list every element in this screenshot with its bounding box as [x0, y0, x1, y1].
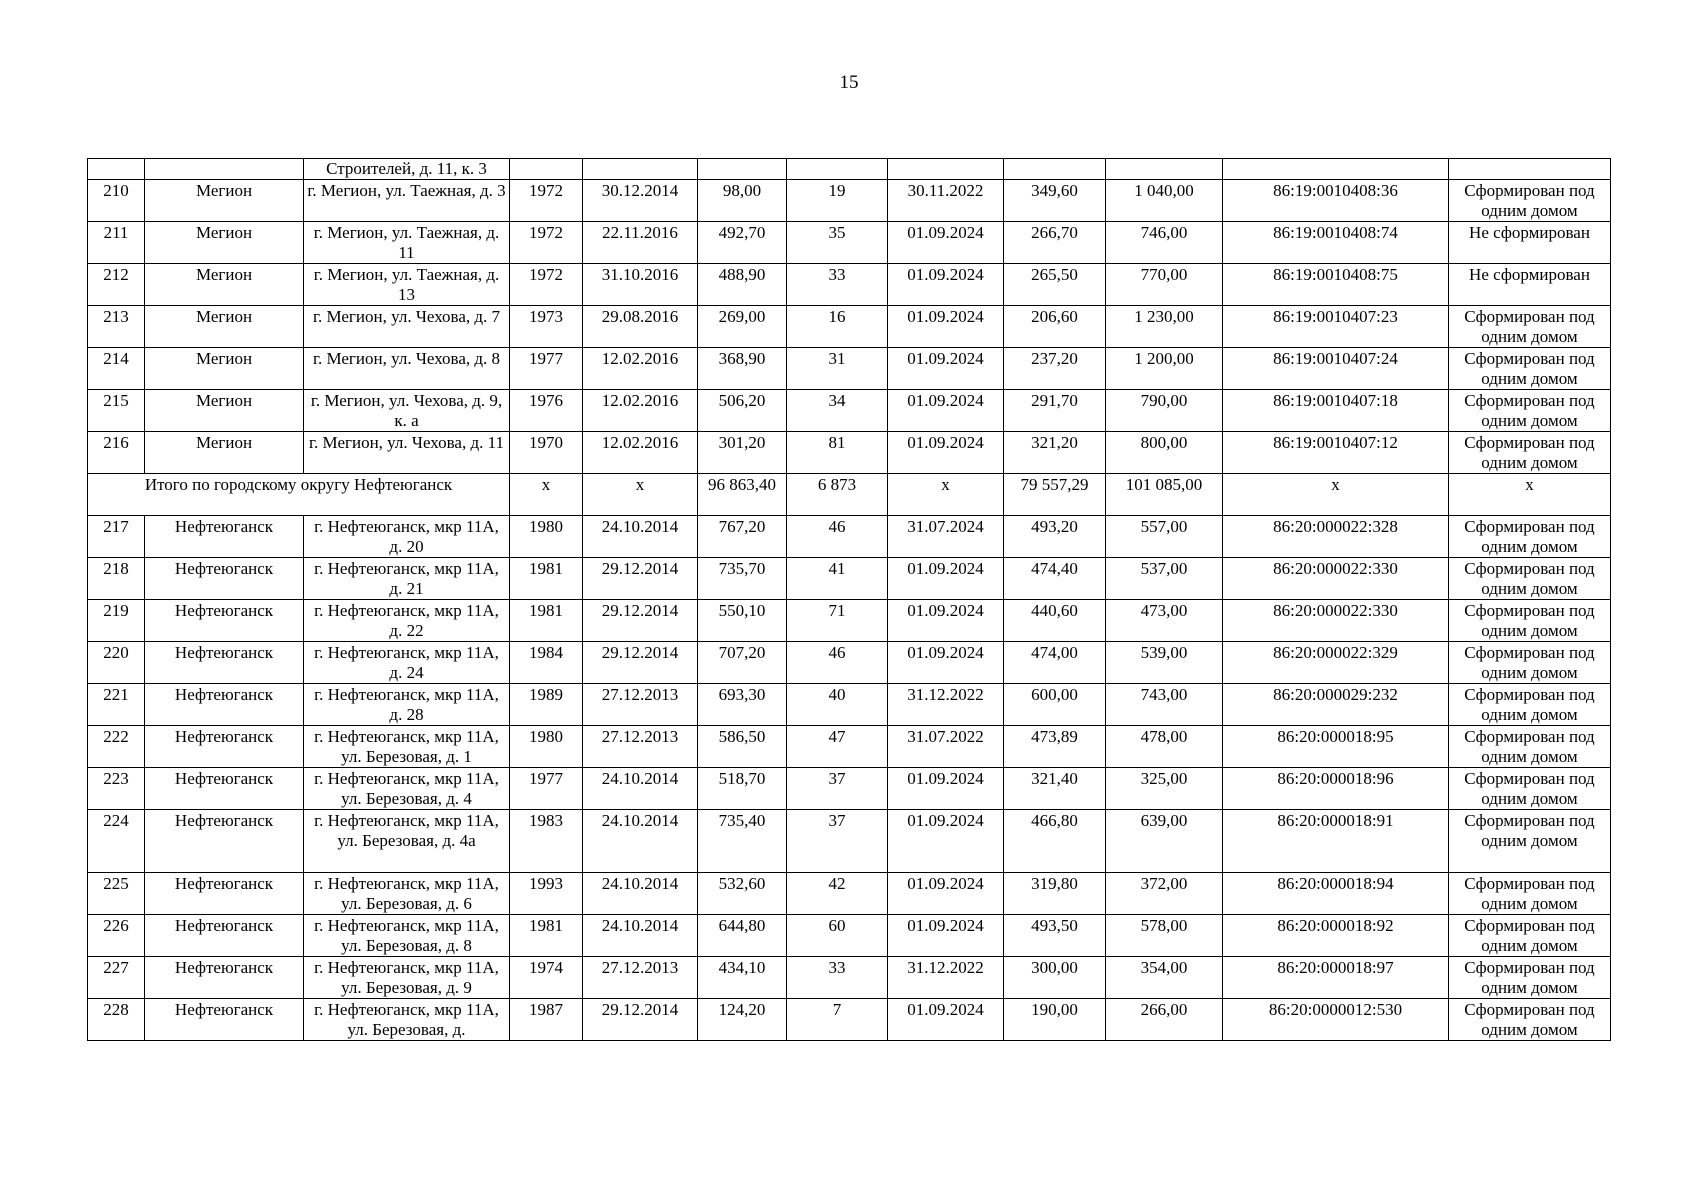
cell-address: г. Мегион, ул. Чехова, д. 7 [304, 306, 510, 348]
cell-cadastral: 86:20:000018:91 [1223, 810, 1449, 873]
cell-status: Сформирован под одним домом [1449, 642, 1611, 684]
cell-residents: 42 [787, 873, 888, 915]
cell-area2: 600,00 [1004, 684, 1106, 726]
cell-area2: 466,80 [1004, 810, 1106, 873]
cell-residents: 7 [787, 999, 888, 1041]
cell-land: 473,00 [1106, 600, 1223, 642]
cell-land: 1 200,00 [1106, 348, 1223, 390]
cell-status: Сформирован под одним домом [1449, 600, 1611, 642]
cell-area2: 321,20 [1004, 432, 1106, 474]
cell-city: Мегион [145, 306, 304, 348]
cell-area: 735,70 [698, 558, 787, 600]
total-cadastral: х [1223, 474, 1449, 516]
cell-status [1449, 159, 1611, 180]
cell-residents: 46 [787, 642, 888, 684]
cell-address: г. Нефтеюганск, мкр 11А, д. 24 [304, 642, 510, 684]
cell-residents: 33 [787, 957, 888, 999]
cell-num: 221 [88, 684, 145, 726]
cell-address: г. Нефтеюганск, мкр 11А, ул. Березовая, д. [304, 999, 510, 1041]
cell-num: 212 [88, 264, 145, 306]
cell-land: 478,00 [1106, 726, 1223, 768]
cell-cadastral [1223, 159, 1449, 180]
cell-year: 1973 [510, 306, 583, 348]
table-row [88, 222, 1611, 264]
cell-cadastral: 86:19:0010407:23 [1223, 306, 1449, 348]
cell-area: 693,30 [698, 684, 787, 726]
cell-residents: 60 [787, 915, 888, 957]
cell-status: Сформирован под одним домом [1449, 390, 1611, 432]
table-row [88, 957, 1611, 999]
table-row [88, 684, 1611, 726]
cell-num: 222 [88, 726, 145, 768]
cell-year: 1972 [510, 264, 583, 306]
cell-deadline: 01.09.2024 [888, 600, 1004, 642]
cell-residents: 81 [787, 432, 888, 474]
total-area: 96 863,40 [698, 474, 787, 516]
cell-residents: 41 [787, 558, 888, 600]
cell-area2: 440,60 [1004, 600, 1106, 642]
cell-land [1106, 159, 1223, 180]
cell-city: Нефтеюганск [145, 915, 304, 957]
cell-address: г. Нефтеюганск, мкр 11А, ул. Березовая, д. 9 [304, 957, 510, 999]
table-row [88, 348, 1611, 390]
table-row [88, 516, 1611, 558]
cell-address: г. Нефтеюганск, мкр 11А, ул. Березовая, д. 4 [304, 768, 510, 810]
table-row [88, 726, 1611, 768]
cell-date: 24.10.2014 [583, 810, 698, 873]
cell-year: 1972 [510, 222, 583, 264]
cell-area: 492,70 [698, 222, 787, 264]
cell-city: Нефтеюганск [145, 810, 304, 873]
cell-area: 767,20 [698, 516, 787, 558]
total-status: х [1449, 474, 1611, 516]
cell-deadline: 31.07.2022 [888, 726, 1004, 768]
cell-num: 215 [88, 390, 145, 432]
cell-land: 743,00 [1106, 684, 1223, 726]
cell-area: 368,90 [698, 348, 787, 390]
cell-cadastral: 86:20:000022:328 [1223, 516, 1449, 558]
cell-num: 214 [88, 348, 145, 390]
cell-deadline: 01.09.2024 [888, 999, 1004, 1041]
cell-num: 211 [88, 222, 145, 264]
cell-residents: 19 [787, 180, 888, 222]
cell-date: 30.12.2014 [583, 180, 698, 222]
cell-date: 24.10.2014 [583, 768, 698, 810]
cell-land: 1 040,00 [1106, 180, 1223, 222]
cell-city: Нефтеюганск [145, 768, 304, 810]
cell-deadline: 31.12.2022 [888, 957, 1004, 999]
cell-cadastral: 86:19:0010408:75 [1223, 264, 1449, 306]
total-label: Итого по городскому округу Нефтеюганск [88, 474, 510, 516]
cell-land: 537,00 [1106, 558, 1223, 600]
cell-land: 266,00 [1106, 999, 1223, 1041]
table-row [88, 390, 1611, 432]
cell-status: Сформирован под одним домом [1449, 348, 1611, 390]
cell-area: 532,60 [698, 873, 787, 915]
cell-deadline: 01.09.2024 [888, 558, 1004, 600]
table-row [88, 768, 1611, 810]
cell-land: 354,00 [1106, 957, 1223, 999]
cell-area2: 190,00 [1004, 999, 1106, 1041]
cell-area2: 474,00 [1004, 642, 1106, 684]
cell-area: 124,20 [698, 999, 787, 1041]
cell-residents: 37 [787, 768, 888, 810]
cell-address: г. Мегион, ул. Чехова, д. 11 [304, 432, 510, 474]
table-row [88, 873, 1611, 915]
cell-city: Нефтеюганск [145, 684, 304, 726]
cell-land: 557,00 [1106, 516, 1223, 558]
cell-deadline: 01.09.2024 [888, 642, 1004, 684]
cell-city: Нефтеюганск [145, 642, 304, 684]
cell-area2: 291,70 [1004, 390, 1106, 432]
cell-year: 1976 [510, 390, 583, 432]
cell-area: 707,20 [698, 642, 787, 684]
cell-city: Мегион [145, 180, 304, 222]
cell-num: 218 [88, 558, 145, 600]
cell-area2: 237,20 [1004, 348, 1106, 390]
cell-city: Нефтеюганск [145, 726, 304, 768]
cell-address: г. Мегион, ул. Чехова, д. 9, к. а [304, 390, 510, 432]
cell-residents: 71 [787, 600, 888, 642]
cell-area: 506,20 [698, 390, 787, 432]
cell-area2: 349,60 [1004, 180, 1106, 222]
cell-year: 1981 [510, 915, 583, 957]
cell-year: 1983 [510, 810, 583, 873]
cell-land: 372,00 [1106, 873, 1223, 915]
cell-deadline: 01.09.2024 [888, 348, 1004, 390]
cell-cadastral: 86:20:000022:330 [1223, 600, 1449, 642]
table-row [88, 600, 1611, 642]
cell-date: 29.08.2016 [583, 306, 698, 348]
cell-deadline: 31.12.2022 [888, 684, 1004, 726]
cell-year: 1977 [510, 348, 583, 390]
cell-num: 210 [88, 180, 145, 222]
cell-deadline: 01.09.2024 [888, 390, 1004, 432]
total-year: х [510, 474, 583, 516]
table-row [88, 915, 1611, 957]
cell-date: 24.10.2014 [583, 873, 698, 915]
table-body [88, 159, 1611, 1041]
cell-cadastral: 86:20:000018:92 [1223, 915, 1449, 957]
cell-city: Нефтеюганск [145, 873, 304, 915]
page-number: 15 [839, 72, 859, 93]
cell-deadline: 01.09.2024 [888, 432, 1004, 474]
cell-residents: 46 [787, 516, 888, 558]
cell-date: 12.02.2016 [583, 432, 698, 474]
cell-year: 1974 [510, 957, 583, 999]
cell-year: 1981 [510, 600, 583, 642]
total-date: х [583, 474, 698, 516]
cell-land: 325,00 [1106, 768, 1223, 810]
cell-address: г. Нефтеюганск, мкр 11А, д. 21 [304, 558, 510, 600]
cell-cadastral: 86:19:0010408:36 [1223, 180, 1449, 222]
total-residents: 6 873 [787, 474, 888, 516]
cell-city: Нефтеюганск [145, 600, 304, 642]
cell-date: 24.10.2014 [583, 915, 698, 957]
total-deadline: х [888, 474, 1004, 516]
cell-area2: 493,20 [1004, 516, 1106, 558]
cell-residents: 35 [787, 222, 888, 264]
cell-date: 27.12.2013 [583, 957, 698, 999]
cell-residents: 16 [787, 306, 888, 348]
cell-cadastral: 86:20:000022:330 [1223, 558, 1449, 600]
cell-address: г. Нефтеюганск, мкр 11А, ул. Березовая, д. 1 [304, 726, 510, 768]
cell-cadastral: 86:19:0010407:18 [1223, 390, 1449, 432]
cell-date: 12.02.2016 [583, 348, 698, 390]
cell-deadline: 01.09.2024 [888, 873, 1004, 915]
cell-status: Сформирован под одним домом [1449, 915, 1611, 957]
cell-area: 269,00 [698, 306, 787, 348]
cell-address: г. Нефтеюганск, мкр 11А, ул. Березовая, д. 6 [304, 873, 510, 915]
table-row [88, 306, 1611, 348]
cell-date: 27.12.2013 [583, 726, 698, 768]
cell-date: 31.10.2016 [583, 264, 698, 306]
cell-city: Мегион [145, 348, 304, 390]
cell-year: 1977 [510, 768, 583, 810]
cell-address: Строителей, д. 11, к. 3 [304, 159, 510, 180]
cell-city: Мегион [145, 264, 304, 306]
cell-year: 1972 [510, 180, 583, 222]
cell-residents: 31 [787, 348, 888, 390]
cell-deadline: 01.09.2024 [888, 264, 1004, 306]
total-row [88, 474, 1611, 516]
cell-area2: 473,89 [1004, 726, 1106, 768]
cell-area2 [1004, 159, 1106, 180]
cell-num: 228 [88, 999, 145, 1041]
cell-city: Нефтеюганск [145, 957, 304, 999]
cell-deadline: 30.11.2022 [888, 180, 1004, 222]
housing-registry-table [87, 158, 1611, 1041]
cell-status: Не сформирован [1449, 222, 1611, 264]
cell-status: Сформирован под одним домом [1449, 873, 1611, 915]
cell-date: 29.12.2014 [583, 642, 698, 684]
cell-date: 29.12.2014 [583, 558, 698, 600]
cell-area2: 265,50 [1004, 264, 1106, 306]
cell-date [583, 159, 698, 180]
cell-city: Нефтеюганск [145, 516, 304, 558]
cell-land: 746,00 [1106, 222, 1223, 264]
cell-area2: 206,60 [1004, 306, 1106, 348]
cell-cadastral: 86:20:000018:97 [1223, 957, 1449, 999]
cell-deadline: 01.09.2024 [888, 810, 1004, 873]
cell-address: г. Мегион, ул. Таежная, д. 13 [304, 264, 510, 306]
cell-status: Сформирован под одним домом [1449, 516, 1611, 558]
cell-area: 434,10 [698, 957, 787, 999]
cell-cadastral: 86:20:000018:95 [1223, 726, 1449, 768]
cell-residents: 47 [787, 726, 888, 768]
cell-address: г. Мегион, ул. Таежная, д. 3 [304, 180, 510, 222]
cell-year: 1993 [510, 873, 583, 915]
cell-area: 488,90 [698, 264, 787, 306]
cell-residents: 40 [787, 684, 888, 726]
cell-city [145, 159, 304, 180]
cell-status: Сформирован под одним домом [1449, 180, 1611, 222]
cell-status: Сформирован под одним домом [1449, 999, 1611, 1041]
cell-date: 24.10.2014 [583, 516, 698, 558]
cell-land: 770,00 [1106, 264, 1223, 306]
table-row [88, 558, 1611, 600]
cell-deadline [888, 159, 1004, 180]
cell-deadline: 31.07.2024 [888, 516, 1004, 558]
cell-city: Мегион [145, 432, 304, 474]
cell-num: 225 [88, 873, 145, 915]
table-row [88, 432, 1611, 474]
cell-address: г. Нефтеюганск, мкр 11А, д. 28 [304, 684, 510, 726]
cell-cadastral: 86:19:0010407:12 [1223, 432, 1449, 474]
cell-num [88, 159, 145, 180]
cell-year: 1980 [510, 516, 583, 558]
cell-status: Сформирован под одним домом [1449, 726, 1611, 768]
cell-land: 639,00 [1106, 810, 1223, 873]
cell-status: Не сформирован [1449, 264, 1611, 306]
cell-num: 217 [88, 516, 145, 558]
table-row [88, 264, 1611, 306]
cell-area: 518,70 [698, 768, 787, 810]
cell-num: 224 [88, 810, 145, 873]
cell-area: 301,20 [698, 432, 787, 474]
cell-status: Сформирован под одним домом [1449, 957, 1611, 999]
cell-cadastral: 86:19:0010407:24 [1223, 348, 1449, 390]
cell-status: Сформирован под одним домом [1449, 306, 1611, 348]
cell-city: Нефтеюганск [145, 999, 304, 1041]
cell-num: 223 [88, 768, 145, 810]
cell-date: 29.12.2014 [583, 999, 698, 1041]
cell-area2: 266,70 [1004, 222, 1106, 264]
total-area2: 79 557,29 [1004, 474, 1106, 516]
cell-address: г. Нефтеюганск, мкр 11А, д. 22 [304, 600, 510, 642]
cell-cadastral: 86:20:0000012:530 [1223, 999, 1449, 1041]
cell-year: 1989 [510, 684, 583, 726]
cell-address: г. Нефтеюганск, мкр 11А, ул. Березовая, д. 4а [304, 810, 510, 873]
cell-area: 735,40 [698, 810, 787, 873]
cell-area2: 493,50 [1004, 915, 1106, 957]
cell-area: 586,50 [698, 726, 787, 768]
cell-num: 220 [88, 642, 145, 684]
cell-status: Сформирован под одним домом [1449, 432, 1611, 474]
cell-year: 1984 [510, 642, 583, 684]
cell-deadline: 01.09.2024 [888, 222, 1004, 264]
cell-status: Сформирован под одним домом [1449, 684, 1611, 726]
cell-date: 12.02.2016 [583, 390, 698, 432]
cell-deadline: 01.09.2024 [888, 306, 1004, 348]
cell-area: 98,00 [698, 180, 787, 222]
cell-year: 1980 [510, 726, 583, 768]
cell-num: 226 [88, 915, 145, 957]
cell-status: Сформирован под одним домом [1449, 768, 1611, 810]
cell-city: Мегион [145, 390, 304, 432]
cell-num: 227 [88, 957, 145, 999]
cell-land: 578,00 [1106, 915, 1223, 957]
cell-city: Мегион [145, 222, 304, 264]
cell-area: 644,80 [698, 915, 787, 957]
cell-land: 539,00 [1106, 642, 1223, 684]
cell-land: 790,00 [1106, 390, 1223, 432]
continued-row [88, 159, 1611, 180]
cell-area2: 300,00 [1004, 957, 1106, 999]
table-row [88, 999, 1611, 1041]
cell-cadastral: 86:20:000018:94 [1223, 873, 1449, 915]
cell-deadline: 01.09.2024 [888, 915, 1004, 957]
cell-num: 213 [88, 306, 145, 348]
cell-year: 1987 [510, 999, 583, 1041]
cell-address: г. Нефтеюганск, мкр 11А, ул. Березовая, д. 8 [304, 915, 510, 957]
cell-cadastral: 86:20:000018:96 [1223, 768, 1449, 810]
cell-date: 29.12.2014 [583, 600, 698, 642]
cell-year: 1981 [510, 558, 583, 600]
cell-land: 800,00 [1106, 432, 1223, 474]
cell-residents: 34 [787, 390, 888, 432]
cell-deadline: 01.09.2024 [888, 768, 1004, 810]
total-land: 101 085,00 [1106, 474, 1223, 516]
cell-address: г. Мегион, ул. Таежная, д. 11 [304, 222, 510, 264]
cell-residents [787, 159, 888, 180]
cell-date: 27.12.2013 [583, 684, 698, 726]
cell-address: г. Мегион, ул. Чехова, д. 8 [304, 348, 510, 390]
cell-area2: 319,80 [1004, 873, 1106, 915]
cell-date: 22.11.2016 [583, 222, 698, 264]
cell-land: 1 230,00 [1106, 306, 1223, 348]
cell-status: Сформирован под одним домом [1449, 810, 1611, 873]
table-row [88, 180, 1611, 222]
cell-cadastral: 86:20:000029:232 [1223, 684, 1449, 726]
cell-area: 550,10 [698, 600, 787, 642]
cell-city: Нефтеюганск [145, 558, 304, 600]
cell-status: Сформирован под одним домом [1449, 558, 1611, 600]
table-row [88, 642, 1611, 684]
cell-year [510, 159, 583, 180]
cell-year: 1970 [510, 432, 583, 474]
cell-cadastral: 86:19:0010408:74 [1223, 222, 1449, 264]
cell-cadastral: 86:20:000022:329 [1223, 642, 1449, 684]
cell-residents: 33 [787, 264, 888, 306]
cell-area2: 474,40 [1004, 558, 1106, 600]
cell-num: 216 [88, 432, 145, 474]
cell-address: г. Нефтеюганск, мкр 11А, д. 20 [304, 516, 510, 558]
cell-area [698, 159, 787, 180]
cell-area2: 321,40 [1004, 768, 1106, 810]
cell-residents: 37 [787, 810, 888, 873]
table-row [88, 810, 1611, 873]
cell-num: 219 [88, 600, 145, 642]
